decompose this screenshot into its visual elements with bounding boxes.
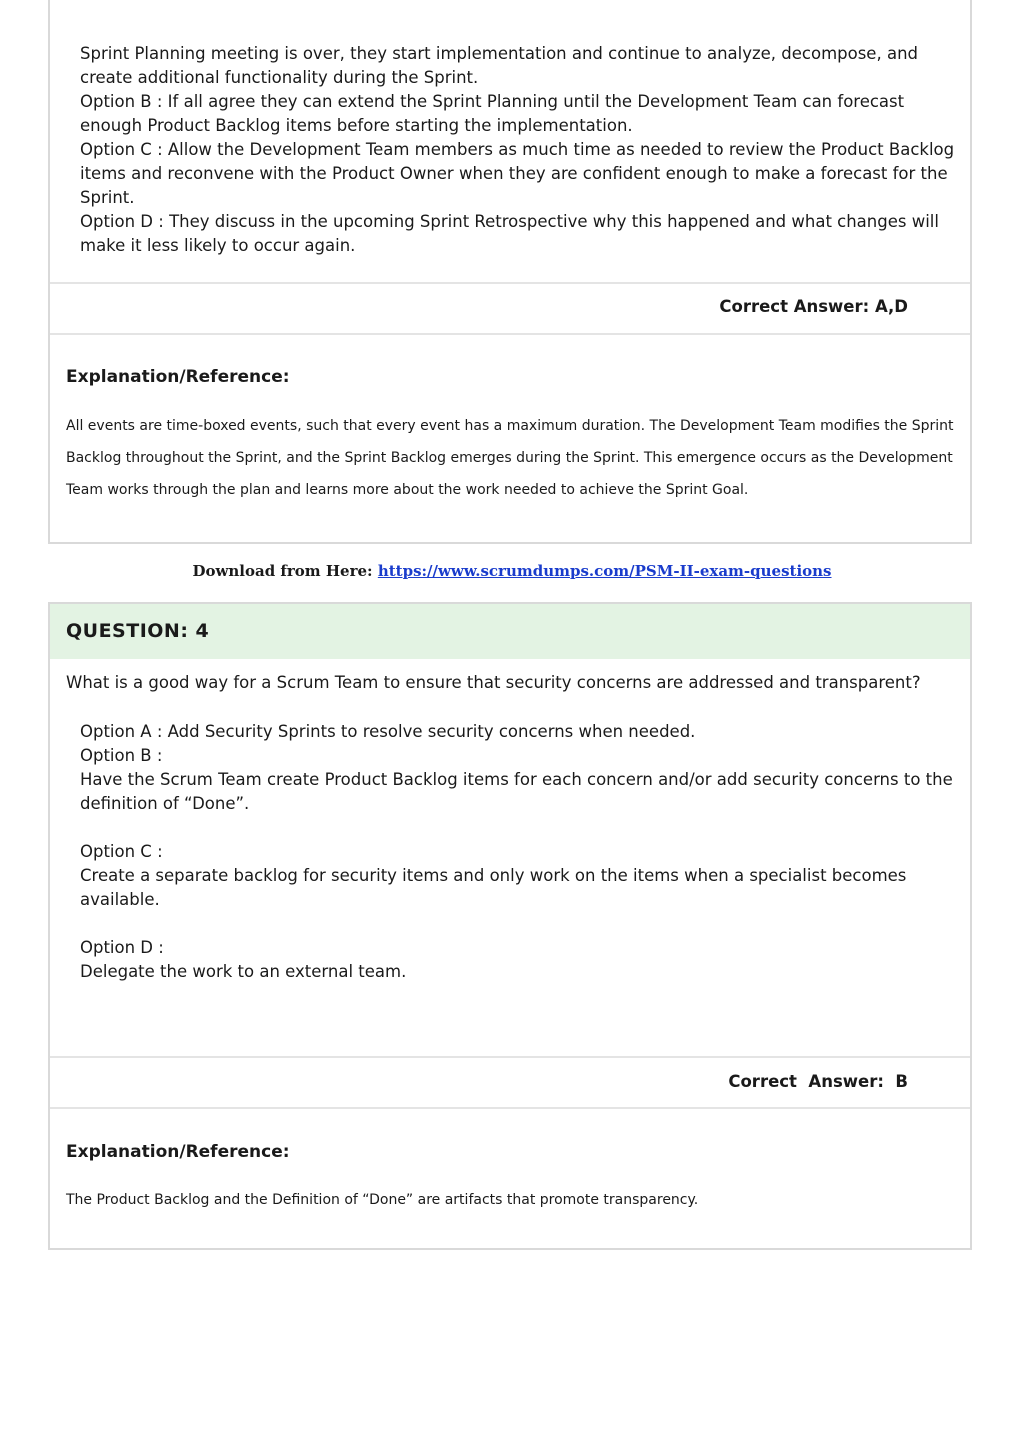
- option-c: Option C : Allow the Development Team members as much time as needed to review the Product Backlog: [80, 140, 955, 159]
- divider: [50, 1056, 970, 1058]
- option-text-line: make it less likely to occur again.: [80, 236, 356, 255]
- option-d-text: Delegate the work to an external team.: [80, 962, 407, 981]
- question-header: [50, 604, 970, 659]
- option-text-line: items and reconvene with the Product Owner when they are confident enough to make a forecast for the: [80, 164, 948, 183]
- option-text-line: enough Product Backlog items before starting the implementation.: [80, 116, 633, 135]
- option-b-label: Option B :: [80, 746, 163, 765]
- divider: [50, 333, 970, 335]
- download-link[interactable]: https://www.scrumdumps.com/PSM-II-exam-questions: [377, 562, 832, 580]
- question-title: QUESTION: 4: [66, 620, 210, 642]
- download-line: [0, 562, 1024, 580]
- correct-answer: Correct Answer: B: [728, 1072, 908, 1091]
- option-b-text: Have the Scrum Team create Product Backlog items for each concern and/or add security concerns to the definition of “Done”.: [80, 770, 953, 813]
- divider: [50, 282, 970, 284]
- correct-answer: Correct Answer: A,D: [719, 297, 908, 316]
- option-text-line: Sprint.: [80, 188, 135, 207]
- explanation-text: The Product Backlog and the Definition of “Done” are artifacts that promote transparency.: [66, 1192, 699, 1208]
- option-text-line: Sprint Planning meeting is over, they start implementation and continue to analyze, decompose, and: [80, 44, 918, 63]
- option-a: Option A : Add Security Sprints to resolve security concerns when needed.: [80, 722, 696, 741]
- divider: [50, 1107, 970, 1109]
- option-d: Option D : They discuss in the upcoming Sprint Retrospective why this happened and what changes will: [80, 212, 939, 231]
- option-d-label: Option D :: [80, 938, 164, 957]
- question-3-options: [80, 42, 960, 258]
- explanation-title: Explanation/Reference:: [66, 367, 290, 387]
- option-c-label: Option C :: [80, 842, 163, 861]
- question-4-options: [80, 720, 960, 984]
- question-text: What is a good way for a Scrum Team to ensure that security concerns are addressed and transparent?: [66, 673, 921, 692]
- option-b: Option B : If all agree they can extend the Sprint Planning until the Development Team can forecast: [80, 92, 905, 111]
- download-label: Download from Here:: [192, 562, 373, 580]
- option-text-line: create additional functionality during the Sprint.: [80, 68, 479, 87]
- explanation-text: All events are time-boxed events, such that every event has a maximum duration. The Development Team modifies the Sprint Backlog throughout the Sprint, and the Sprint Backlog emerges during the Sprint. This emergence occurs as the Development Team works through the plan and learns more about the work needed to achieve the Sprint Goal.: [66, 418, 954, 498]
- explanation-title: Explanation/Reference:: [66, 1142, 290, 1162]
- question-4-card: [48, 602, 972, 1250]
- question-3-card: [48, 0, 972, 544]
- option-c-text: Create a separate backlog for security items and only work on the items when a specialist becomes available.: [80, 866, 907, 909]
